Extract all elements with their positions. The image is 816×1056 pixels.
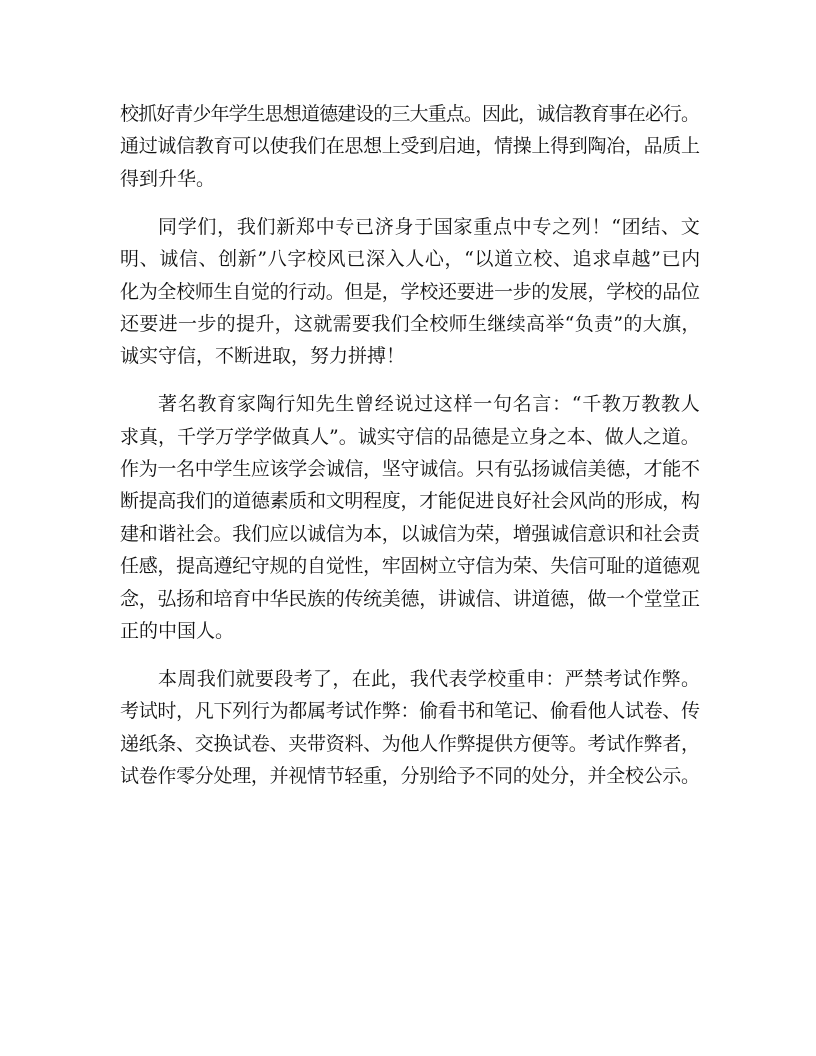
text-line [120, 276, 700, 308]
line-text: 考试时，凡下列行为都属考试作弊：偷看书和笔记、偷看他人试卷、传 [120, 700, 700, 723]
paragraph-gap [120, 647, 700, 663]
line-text: 求真，千学万学学做真人”。诚实守信的品德是立身之本、做人之道。 [120, 425, 700, 448]
document-body [120, 98, 700, 793]
text-line [120, 583, 700, 615]
text-line [120, 663, 700, 695]
line-text: 校抓好青少年学生思想道德建设的三大重点。因此，诚信教育事在必行。 [120, 103, 700, 125]
line-text: 著名教育家陶行知先生曾经说过这样一句名言：“千教万教教人 [158, 393, 701, 416]
text-line [120, 485, 700, 517]
text-line [120, 695, 700, 727]
line-text: 同学们，我们新郑中专已济身于国家重点中专之列！“团结、文 [158, 215, 701, 238]
text-line [120, 388, 700, 420]
text-line [120, 453, 700, 485]
line-text: 建和谐社会。我们应以诚信为本，以诚信为荣，增强诚信意识和社会责 [120, 522, 700, 545]
text-line [120, 615, 700, 647]
text-line [120, 308, 700, 340]
text-line [120, 728, 700, 760]
text-line [120, 163, 700, 195]
paragraph-3 [120, 388, 700, 647]
text-line [120, 243, 700, 275]
paragraph-1 [120, 98, 700, 195]
text-line [120, 130, 700, 162]
line-text: 递纸条、交换试卷、夹带资料、为他人作弊提供方便等。考试作弊者， [120, 732, 700, 755]
line-text: 通过诚信教育可以使我们在思想上受到启迪，情操上得到陶冶，品质上 [120, 135, 700, 158]
line-text: 化为全校师生自觉的行动。但是，学校还要进一步的发展，学校的品位 [120, 280, 700, 303]
text-line [120, 518, 700, 550]
line-text: 诚实守信，不断进取，努力拼搏！ [120, 345, 406, 368]
paragraph-4 [120, 663, 700, 793]
text-line [120, 340, 700, 372]
paragraph-2 [120, 211, 700, 373]
line-text: 念，弘扬和培育中华民族的传统美德，讲诚信、讲道德，做一个堂堂正 [120, 587, 700, 610]
text-line [120, 98, 700, 130]
line-text: 明、诚信、创新”八字校风已深入人心，“以道立校、追求卓越”已内 [120, 248, 701, 271]
line-text: 正的中国人。 [120, 620, 235, 643]
line-text: 得到升华。 [120, 167, 216, 190]
line-text: 断提高我们的道德素质和文明程度，才能促进良好社会风尚的形成，构 [120, 490, 700, 513]
line-text: 任感，提高遵纪守规的自觉性，牢固树立守信为荣、失信可耻的道德观 [120, 555, 700, 578]
paragraph-gap [120, 373, 700, 389]
line-text: 作为一名中学生应该学会诚信，坚守诚信。只有弘扬诚信美德，才能不 [120, 458, 700, 481]
line-text: 本周我们就要段考了，在此，我代表学校重申：严禁考试作弊。 [158, 668, 701, 691]
text-line [120, 211, 700, 243]
text-line [120, 550, 700, 582]
line-text: 试卷作零分处理，并视情节轻重，分别给予不同的处分，并全校公示。 [120, 765, 700, 788]
paragraph-gap [120, 195, 700, 211]
line-text: 还要进一步的提升，这就需要我们全校师生继续高举“负责”的大旗， [120, 312, 701, 335]
text-line [120, 760, 700, 792]
text-line [120, 421, 700, 453]
